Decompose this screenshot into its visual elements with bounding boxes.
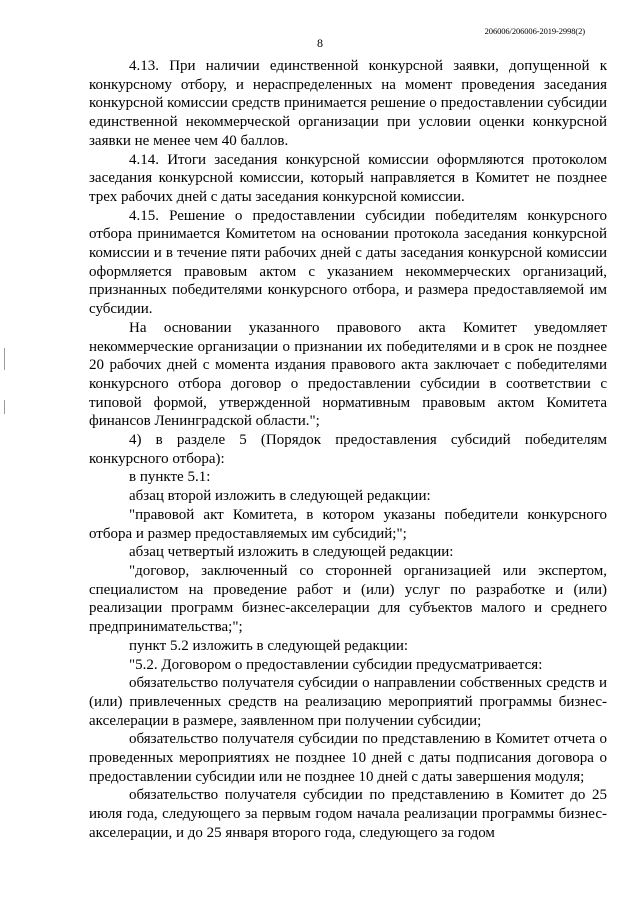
paragraph-point-5-2: пункт 5.2 изложить в следующей редакции: (129, 637, 409, 654)
scan-edge-mark (4, 348, 5, 370)
paragraph-obligation-deadline: обязательство получателя субсидии по представлению в Комитет до 25 июля года, следующего за первым годом начала реализации программы бизнес-акселерации, и до 25 января второго года, следующего за годом (89, 787, 607, 841)
paragraph-section-5: 4) в разделе 5 (Порядок предоставления субсидий победителям конкурсного отбора): (89, 432, 607, 467)
document-body (89, 57, 607, 843)
document-id: 206006/206006-2019-2998(2) (484, 26, 585, 36)
paragraph-abzac-4: абзац четвертый изложить в следующей редакции: (129, 544, 454, 561)
paragraph-5-2-text: "5.2. Договором о предоставлении субсидии предусматривается: (129, 656, 543, 673)
paragraph-4-13: 4.13. При наличии единственной конкурсной заявки, допущенной к конкурсному отбору, и нераспределенных на момент проведения заседания конкурсной комиссии средств принимается решение о предоставлении субсидии единственной некоммерческой организации при условии оценки конкурсной заявки не менее чем 40 баллов. (89, 58, 607, 149)
paragraph-point-5-1: в пункте 5.1: (129, 469, 211, 486)
paragraph-notification: На основании указанного правового акта Комитет уведомляет некоммерческие организации о признании их победителями и в срок не позднее 20 рабочих дней с момента издания правового акта заключает с победителями конкурсного отбора договор о предоставлении субсидии в соответствии с типовой формой, утвержденной нормативным правовым актом Комитета финансов Ленинградской области."; (89, 319, 607, 430)
paragraph-4-15: 4.15. Решение о предоставлении субсидии победителям конкурсного отбора принимается Комитетом на основании протокола заседания конкурсной комиссии и в течение пяти рабочих дней с даты заседания конкурсной комиссии оформляется правовым актом с указанием некоммерческих организаций, признанных победителями конкурсного отбора, и размера предоставляемой им субсидии. (89, 207, 607, 318)
paragraph-4-14: 4.14. Итоги заседания конкурсной комиссии оформляются протоколом заседания конкурсной комиссии, который направляется в Комитет не позднее трех рабочих дней с даты заседания конкурсной комиссии. (89, 151, 607, 205)
scan-edge-mark (4, 400, 5, 414)
paragraph-obligation-report: обязательство получателя субсидии по представлению в Комитет отчета о проведенных мероприятиях не позднее 10 дней с даты подписания договора о предоставлении субсидии или не позднее 10 дней с даты завершения модуля; (89, 731, 607, 785)
paragraph-abzac-2: абзац второй изложить в следующей редакции: (129, 488, 431, 505)
page-number: 8 (317, 36, 323, 50)
paragraph-legal-act: "правовой акт Комитета, в котором указаны победители конкурсного отбора и размер предоставляемых им субсидий;"; (89, 506, 607, 542)
paragraph-obligation-funds: обязательство получателя субсидии о направлении собственных средств и (или) привлеченных средств на реализацию мероприятий программы бизнес-акселерации в размере, заявленном при получении субсидии; (89, 675, 607, 729)
paragraph-contract: "договор, заключенный со сторонней организацией или экспертом, специалистом на проведение работ и (или) услуг по разработке и (или) реализации программ бизнес-акселерации для субъектов малого и среднего предпринимательства;"; (89, 562, 607, 636)
